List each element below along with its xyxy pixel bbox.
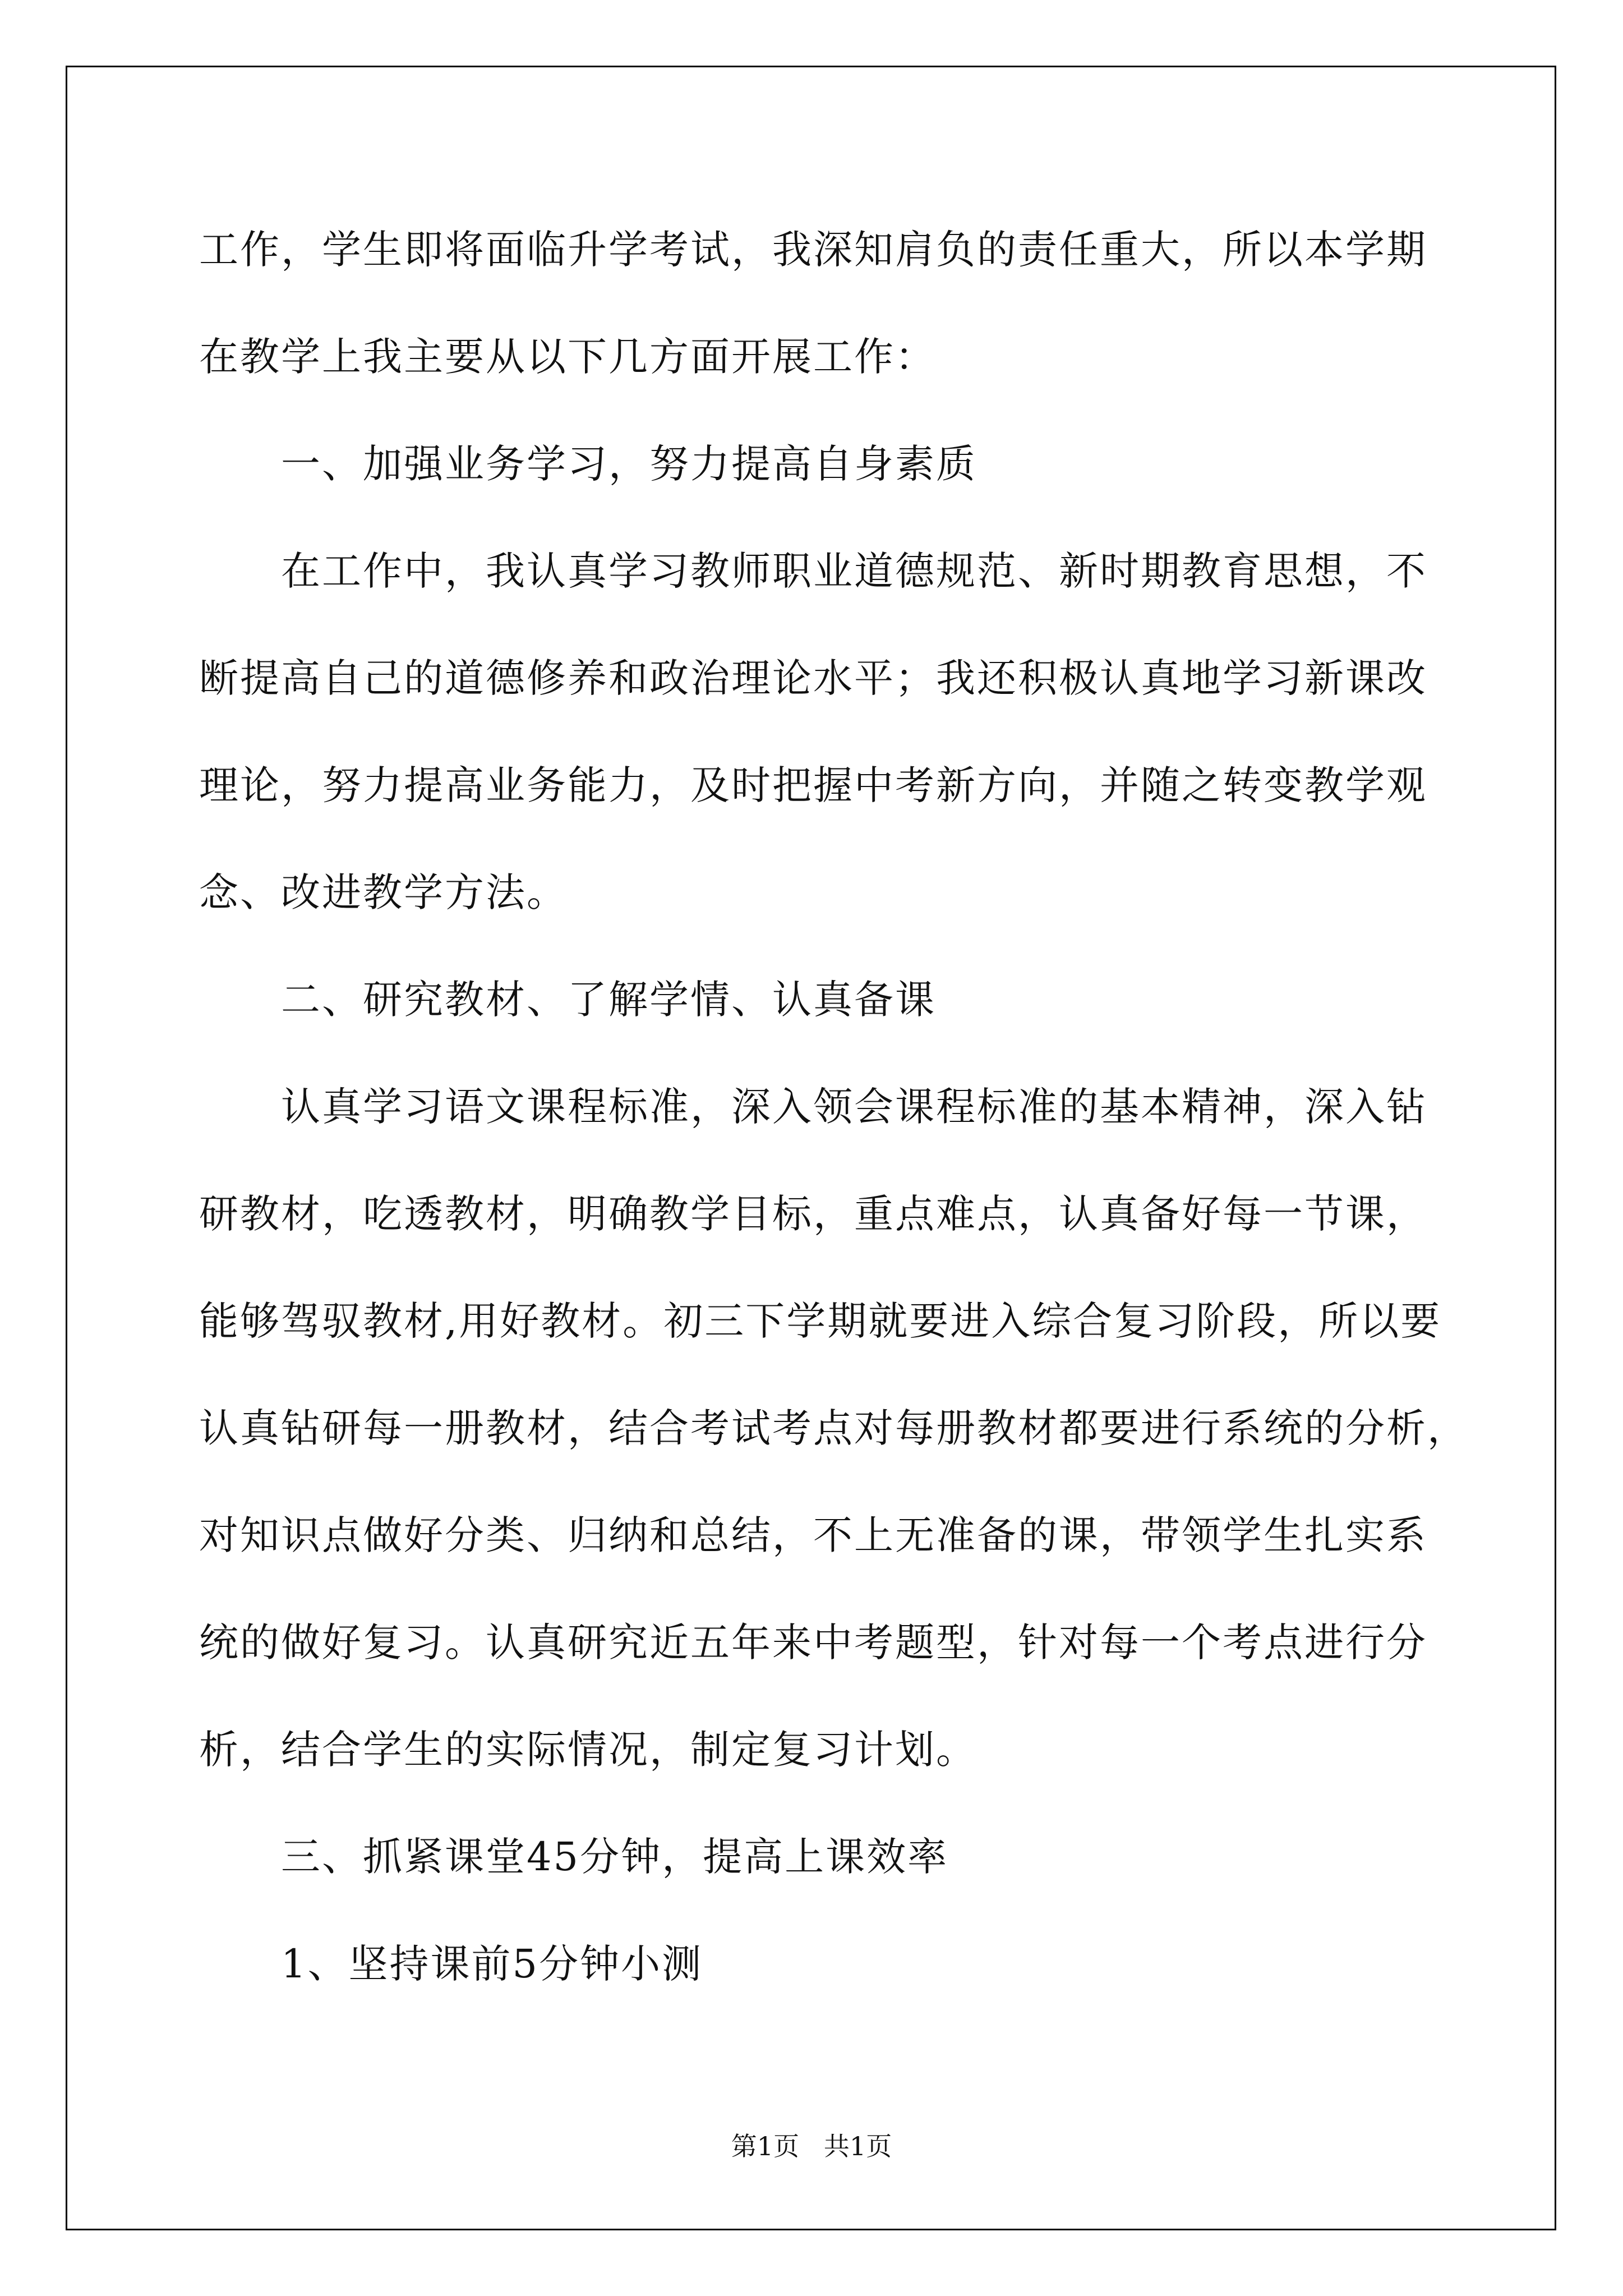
text-line-4: 在工作中，我认真学习教师职业道德规范、新时期教育思想，不 [281,548,1427,594]
text-line-9: 认真学习语文课程标准，深入领会课程标准的基本精神，深入钻 [281,1084,1427,1130]
text-line-1: 工作，学生即将面临升学考试，我深知肩负的责任重大，所以本学期 [199,227,1427,273]
page-footer: 第1页 共1页 [731,2131,892,2161]
section-heading-2: 二、研究教材、了解学情、认真备课 [281,977,936,1023]
text-line-5: 断提高自己的道德修养和政治理论水平；我还积极认真地学习新课改 [199,655,1427,701]
text-line-10: 研教材，吃透教材，明确教学目标，重点难点，认真备好每一节课， [199,1191,1427,1237]
text-line-12: 认真钻研每一册教材，结合考试考点对每册教材都要进行系统的分析， [199,1405,1468,1451]
section-heading-3: 三、抓紧课堂45分钟，提高上课效率 [281,1834,949,1880]
text-line-15: 析，结合学生的实际情况，制定复习计划。 [199,1727,977,1773]
text-line-7: 念、改进教学方法。 [199,869,568,915]
text-line-13: 对知识点做好分类、归纳和总结，不上无准备的课，带领学生扎实系 [199,1512,1427,1558]
document-body [199,219,1468,2040]
section-heading-1: 一、加强业务学习，努力提高自身素质 [281,441,977,487]
list-item-1: 1、坚持课前5分钟小测 [281,1941,703,1987]
text-line-11: 能够驾驭教材,用好教材。初三下学期就要进入综合复习阶段，所以要 [199,1298,1442,1344]
text-line-14: 统的做好复习。认真研究近五年来中考题型，针对每一个考点进行分 [199,1619,1427,1665]
text-line-2: 在教学上我主要从以下几方面开展工作： [199,334,936,380]
text-line-6: 理论，努力提高业务能力，及时把握中考新方向，并随之转变教学观 [199,762,1427,808]
